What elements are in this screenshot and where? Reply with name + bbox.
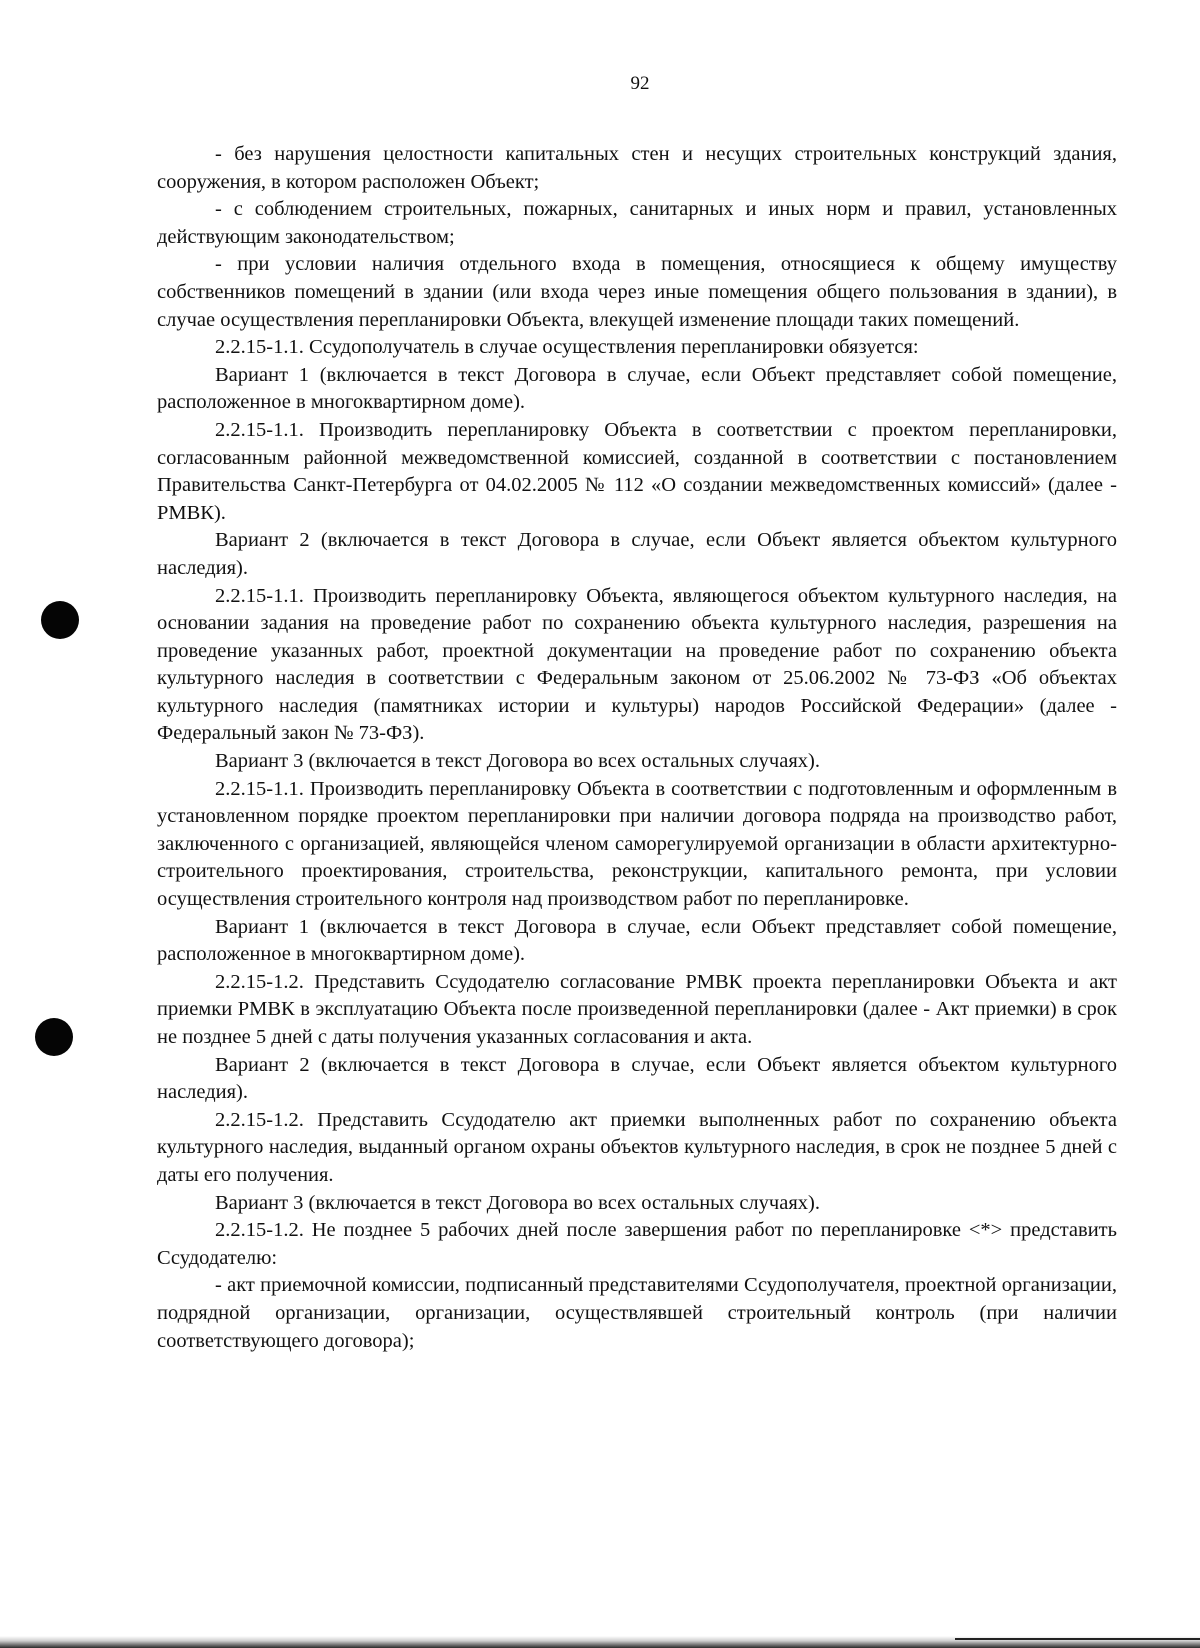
- punch-hole: [35, 1018, 73, 1056]
- paragraph: - при условии наличия отдельного входа в помещения, относящиеся к общему имуществу собственников помещений в здании (или входа через иные помещения общего пользования в здании), в случае осуществления перепланировки Объекта, влекущей изменение площади таких помещений.: [157, 253, 1117, 331]
- paragraph: Вариант 2 (включается в текст Договора в случае, если Объект является объектом культурного наследия).: [157, 529, 1117, 579]
- paragraph: 2.2.15-1.1. Производить перепланировку Объекта в соответствии с подготовленным и оформленным в установленном порядке проектом перепланировки при наличии договора подряда на производство работ, заключенного с организацией, являющейся членом саморегулируемой организации в области архитектурно-строительного проектирования, строительства, реконструкции, капитального ремонта, при условии осуществления строительного контроля над производством работ по перепланировке.: [157, 777, 1117, 911]
- page-number: 92: [630, 73, 650, 94]
- scan-edge-line: [955, 1638, 1200, 1640]
- paragraph: 2.2.15-1.1. Производить перепланировку Объекта в соответствии с проектом перепланировки, согласованным районной межведомственной комиссией, созданной в соответствии с постановлением Правительства Санкт-Петербурга от 04.02.2005 № 112 «О создании межведомственных комиссий» (далее - РМВК).: [157, 418, 1117, 524]
- paragraph: Вариант 3 (включается в текст Договора во всех остальных случаях).: [215, 750, 820, 773]
- paragraph: Вариант 1 (включается в текст Договора в случае, если Объект представляет собой помещение, расположенное в многоквартирном доме).: [157, 363, 1117, 414]
- paragraph: Вариант 3 (включается в текст Договора во всех остальных случаях).: [215, 1191, 820, 1214]
- paragraph: 2.2.15-1.1. Ссудополучатель в случае осуществления перепланировки обязуется:: [215, 336, 919, 359]
- punch-hole: [41, 601, 79, 639]
- paragraph: - без нарушения целостности капитальных стен и несущих строительных конструкций здания, сооружения, в котором расположен Объект;: [157, 143, 1117, 193]
- paragraph: 2.2.15-1.2. Не позднее 5 рабочих дней после завершения работ по перепланировке <*> представить Ссудодателю:: [157, 1219, 1117, 1269]
- paragraph: 2.2.15-1.2. Представить Ссудодателю акт приемки выполненных работ по сохранению объекта культурного наследия, выданный органом охраны объектов культурного наследия, в срок не позднее 5 дней с даты его получения.: [157, 1108, 1117, 1186]
- paragraph: - акт приемочной комиссии, подписанный представителями Ссудополучателя, проектной организации, подрядной организации, организации, осуществлявшей строительный контроль (при наличии соответствующего договора);: [157, 1274, 1117, 1352]
- paragraph: 2.2.15-1.1. Производить перепланировку Объекта, являющегося объектом культурного наследия, на основании задания на проведение работ по сохранению объекта культурного наследия, разрешения на проведение указанных работ, проектной документации на проведение работ по сохранению объекта культурного наследия в соответствии с Федеральным законом от 25.06.2002 № 73-ФЗ «Об объектах культурного наследия (памятниках истории и культуры) народов Российской Федерации» (далее - Федеральный закон № 73-ФЗ).: [157, 584, 1117, 745]
- paragraph: Вариант 1 (включается в текст Договора в случае, если Объект представляет собой помещение, расположенное в многоквартирном доме).: [157, 915, 1117, 966]
- paragraph: - с соблюдением строительных, пожарных, санитарных и иных норм и правил, установленных действующим законодательством;: [157, 198, 1117, 248]
- paragraph: Вариант 2 (включается в текст Договора в случае, если Объект является объектом культурного наследия).: [157, 1053, 1117, 1104]
- document-body: [157, 141, 1117, 1355]
- paragraph: 2.2.15-1.2. Представить Ссудодателю согласование РМВК проекта перепланировки Объекта и акт приемки РМВК в эксплуатацию Объекта после произведенной перепланировки (далее - Акт приемки) в срок не позднее 5 дней с даты получения указанных согласования и акта.: [157, 970, 1117, 1048]
